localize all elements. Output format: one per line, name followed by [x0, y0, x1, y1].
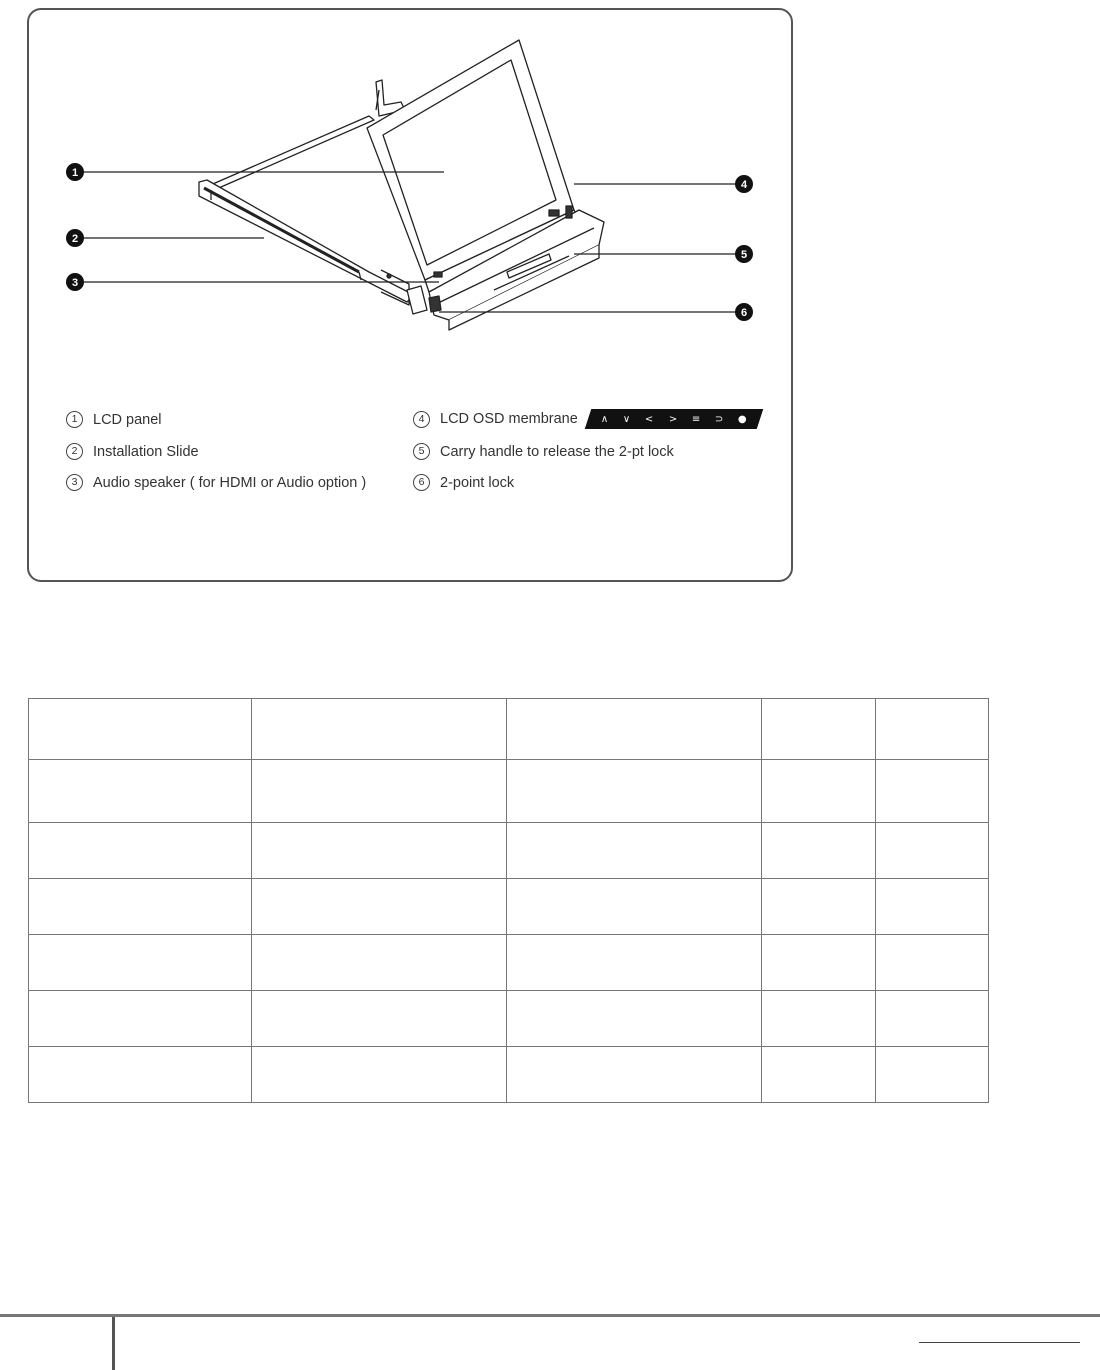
legend-text: LCD panel [93, 411, 162, 428]
svg-text:4: 4 [740, 179, 748, 191]
menu-icon: ≡ [691, 413, 700, 425]
power-icon: ● [737, 413, 747, 425]
legend-number: 4 [413, 411, 430, 428]
footer-divider [112, 1317, 115, 1370]
table-cell [876, 760, 989, 823]
table-cell [762, 699, 876, 760]
table-cell [29, 991, 252, 1047]
svg-text:1: 1 [71, 167, 79, 179]
table-cell [29, 879, 252, 935]
table-cell [507, 1047, 762, 1103]
exit-icon: ⊃ [714, 413, 723, 425]
footer-rule [0, 1314, 1100, 1317]
spec-table [28, 698, 989, 1103]
table-cell [876, 879, 989, 935]
table-cell [762, 991, 876, 1047]
table-cell [762, 879, 876, 935]
svg-text:5: 5 [740, 249, 748, 261]
table-cell [507, 991, 762, 1047]
table-cell [507, 823, 762, 879]
table-cell [507, 935, 762, 991]
table-cell [252, 879, 507, 935]
table-row [29, 760, 989, 823]
table-row [29, 823, 989, 879]
table-cell [29, 1047, 252, 1103]
table-row [29, 991, 989, 1047]
table-cell [252, 935, 507, 991]
legend-number: 5 [413, 443, 430, 460]
table-cell [876, 699, 989, 760]
legend [29, 10, 795, 584]
left-arrow-icon: < [645, 413, 654, 425]
legend-text: LCD OSD membrane [440, 411, 578, 427]
legend-item-3 [66, 474, 366, 491]
table-cell [252, 991, 507, 1047]
legend-number: 1 [66, 411, 83, 428]
table-cell [507, 760, 762, 823]
table-cell [29, 699, 252, 760]
table-cell [876, 935, 989, 991]
legend-text: Carry handle to release the 2-pt lock [440, 443, 674, 460]
table-row [29, 1047, 989, 1103]
down-arrow-icon: ∨ [623, 413, 631, 425]
table-cell [29, 760, 252, 823]
osd-membrane-strip [585, 409, 763, 429]
table-cell [762, 823, 876, 879]
svg-text:3: 3 [71, 277, 79, 289]
table-cell [29, 823, 252, 879]
table-row [29, 879, 989, 935]
table-cell [252, 1047, 507, 1103]
table-cell [252, 760, 507, 823]
table-row [29, 935, 989, 991]
table-cell [762, 1047, 876, 1103]
legend-number: 3 [66, 474, 83, 491]
svg-text:2: 2 [71, 233, 79, 245]
right-arrow-icon: > [668, 413, 677, 425]
legend-number: 2 [66, 443, 83, 460]
table-cell [876, 823, 989, 879]
legend-text: Audio speaker ( for HDMI or Audio option ) [93, 474, 367, 491]
legend-item-1 [66, 411, 162, 428]
table-cell [876, 1047, 989, 1103]
footer-underline [919, 1342, 1080, 1343]
table-cell [252, 823, 507, 879]
legend-item-2 [66, 443, 199, 460]
table-cell [762, 760, 876, 823]
figure-frame [27, 8, 793, 582]
table-cell [762, 935, 876, 991]
legend-item-5 [413, 443, 674, 460]
legend-number: 6 [413, 474, 430, 491]
table-cell [507, 699, 762, 760]
up-arrow-icon: ∧ [601, 413, 609, 425]
table-row [29, 699, 989, 760]
table-cell [507, 879, 762, 935]
legend-item-6 [413, 474, 514, 491]
table-cell [876, 991, 989, 1047]
table-cell [252, 699, 507, 760]
legend-text: Installation Slide [93, 443, 199, 460]
legend-item-4 [413, 409, 760, 429]
svg-text:6: 6 [740, 307, 748, 319]
legend-text: 2-point lock [440, 474, 515, 491]
table-cell [29, 935, 252, 991]
